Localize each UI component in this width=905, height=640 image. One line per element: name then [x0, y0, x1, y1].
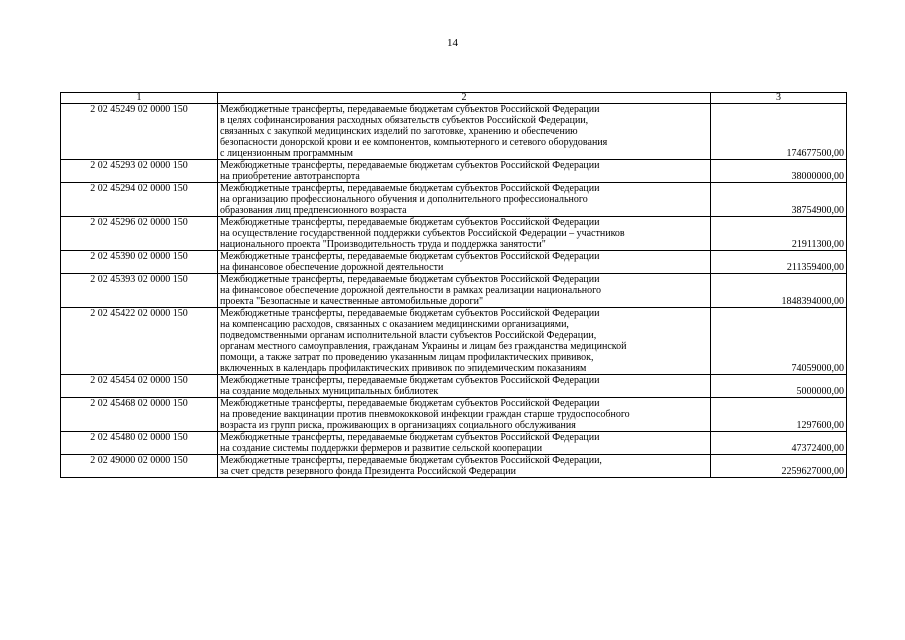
- table-row: [61, 398, 847, 432]
- column-header-3: 3: [711, 93, 847, 104]
- table-row: [61, 308, 847, 375]
- amount: 21911300,00: [711, 217, 847, 251]
- amount: 74059000,00: [711, 308, 847, 375]
- transfer-description: Межбюджетные трансферты, передаваемые бюджетам субъектов Российской Федерации на осуществление государственной поддержки субъектов Российской Федерации – участников национального проекта "Производительность труда и поддержка занятости": [218, 217, 711, 251]
- budget-code: 2 02 45422 02 0000 150: [61, 308, 218, 375]
- budget-code: 2 02 45294 02 0000 150: [61, 183, 218, 217]
- amount: 38754900,00: [711, 183, 847, 217]
- amount: 1848394000,00: [711, 274, 847, 308]
- table-row: [61, 432, 847, 455]
- budget-code: 2 02 45480 02 0000 150: [61, 432, 218, 455]
- column-header-2: 2: [218, 93, 711, 104]
- budget-code: 2 02 45390 02 0000 150: [61, 251, 218, 274]
- page-number: 14: [447, 37, 458, 49]
- transfer-description: Межбюджетные трансферты, передаваемые бюджетам субъектов Российской Федерации на финансовое обеспечение дорожной деятельности в рамках реализации национального проекта "Безопасные и качественные автомобильные дороги": [218, 274, 711, 308]
- budget-table: [60, 92, 847, 478]
- transfer-description: Межбюджетные трансферты, передаваемые бюджетам субъектов Российской Федерации, за счет средств резервного фонда Президента Российской Федерации: [218, 455, 711, 478]
- budget-code: 2 02 45293 02 0000 150: [61, 160, 218, 183]
- transfer-description: Межбюджетные трансферты, передаваемые бюджетам субъектов Российской Федерации на проведение вакцинации против пневмококковой инфекции граждан старше трудоспособного возраста из групп риска, проживающих в организациях социального обслуживания: [218, 398, 711, 432]
- transfer-description: Межбюджетные трансферты, передаваемые бюджетам субъектов Российской Федерации на приобретение автотранспорта: [218, 160, 711, 183]
- amount: 174677500,00: [711, 104, 847, 160]
- budget-code: 2 02 49000 02 0000 150: [61, 455, 218, 478]
- table-row: [61, 455, 847, 478]
- budget-code: 2 02 45468 02 0000 150: [61, 398, 218, 432]
- table-row: [61, 375, 847, 398]
- table-row: [61, 104, 847, 160]
- amount: 47372400,00: [711, 432, 847, 455]
- table-header-row: [61, 93, 847, 104]
- amount: 1297600,00: [711, 398, 847, 432]
- table-row: [61, 274, 847, 308]
- column-header-1: 1: [61, 93, 218, 104]
- transfer-description: Межбюджетные трансферты, передаваемые бюджетам субъектов Российской Федерации в целях софинансирования расходных обязательств субъектов Российской Федерации, связанных с закупкой медицинских изделий по заготовке, хранению и обеспечению безопасности донорской крови и ее компонентов, компьютерного и сетевого оборудования с лицензионным программным: [218, 104, 711, 160]
- budget-code: 2 02 45249 02 0000 150: [61, 104, 218, 160]
- budget-code: 2 02 45296 02 0000 150: [61, 217, 218, 251]
- table-row: [61, 251, 847, 274]
- table-row: [61, 160, 847, 183]
- transfer-description: Межбюджетные трансферты, передаваемые бюджетам субъектов Российской Федерации на компенсацию расходов, связанных с оказанием медицинскими организациями, подведомственными органам исполнительной власти субъектов Российской Федерации, органам местного самоуправления, гражданам Украины и лицам без гражданства медицинской помощи, а также затрат по проведению указанным лицам профилактических прививок, включенных в календарь профилактических прививок по эпидемическим показаниям: [218, 308, 711, 375]
- amount: 38000000,00: [711, 160, 847, 183]
- table-row: [61, 217, 847, 251]
- transfer-description: Межбюджетные трансферты, передаваемые бюджетам субъектов Российской Федерации на создание системы поддержки фермеров и развитие сельской кооперации: [218, 432, 711, 455]
- transfer-description: Межбюджетные трансферты, передаваемые бюджетам субъектов Российской Федерации на создание модельных муниципальных библиотек: [218, 375, 711, 398]
- amount: 5000000,00: [711, 375, 847, 398]
- transfer-description: Межбюджетные трансферты, передаваемые бюджетам субъектов Российской Федерации на финансовое обеспечение дорожной деятельности: [218, 251, 711, 274]
- budget-code: 2 02 45454 02 0000 150: [61, 375, 218, 398]
- amount: 2259627000,00: [711, 455, 847, 478]
- table-row: [61, 183, 847, 217]
- budget-code: 2 02 45393 02 0000 150: [61, 274, 218, 308]
- amount: 211359400,00: [711, 251, 847, 274]
- transfer-description: Межбюджетные трансферты, передаваемые бюджетам субъектов Российской Федерации на организацию профессионального обучения и дополнительного профессионального образования лиц предпенсионного возраста: [218, 183, 711, 217]
